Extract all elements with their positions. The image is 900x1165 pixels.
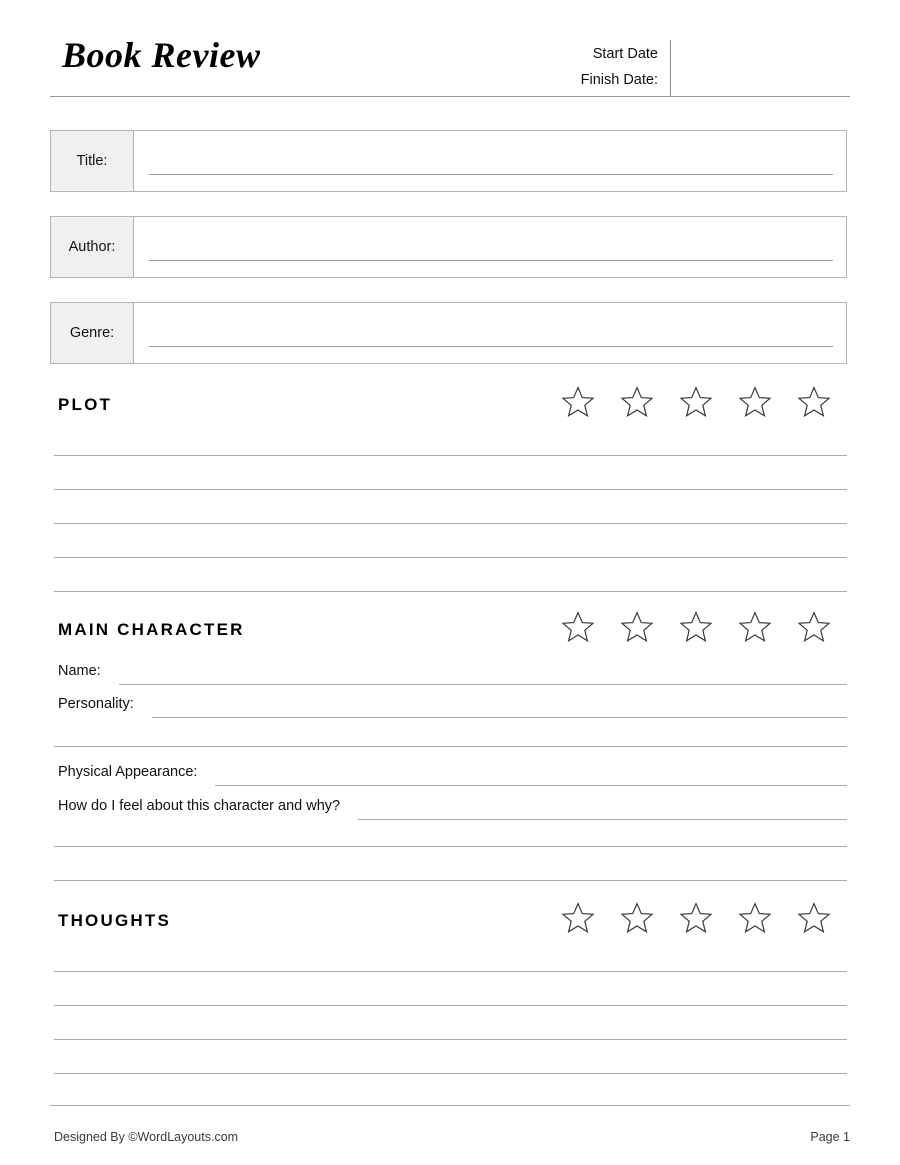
main-character-line-2: [54, 846, 847, 847]
page-title: Book Review: [62, 35, 261, 75]
field-feeling-about-character-input[interactable]: [358, 796, 847, 818]
star-icon[interactable]: [621, 611, 653, 642]
field-feeling-about-character-label: How do I feel about this character and why?: [58, 798, 341, 814]
plot-line-5: [54, 591, 847, 592]
field-physical-appearance-input[interactable]: [215, 762, 847, 784]
finish-date-input[interactable]: [675, 70, 850, 94]
thoughts-line-3: [54, 1039, 847, 1040]
field-label-author: [51, 217, 134, 277]
field-personality-writeline: [152, 717, 847, 718]
star-icon[interactable]: [739, 902, 771, 933]
star-icon[interactable]: [562, 386, 594, 417]
star-icon[interactable]: [562, 902, 594, 933]
field-label-genre-text: Genre:: [69, 325, 115, 341]
title-input[interactable]: [135, 131, 846, 191]
thoughts-line-4: [54, 1073, 847, 1074]
author-input[interactable]: [135, 217, 846, 277]
field-personality: [58, 696, 847, 716]
field-feeling-about-character: [58, 798, 847, 818]
main-character-line-1: [54, 746, 847, 747]
field-label-genre: [51, 303, 134, 363]
field-label-title: [51, 131, 134, 191]
section-heading-main-character: MAIN CHARACTER: [58, 620, 245, 639]
star-icon[interactable]: [621, 902, 653, 933]
star-icon[interactable]: [798, 902, 830, 933]
page-header: [50, 28, 850, 98]
plot-line-2: [54, 489, 847, 490]
field-label-author-text: Author:: [68, 239, 116, 255]
genre-input[interactable]: [135, 303, 846, 363]
star-icon[interactable]: [680, 611, 712, 642]
plot-line-4: [54, 557, 847, 558]
star-icon[interactable]: [798, 386, 830, 417]
plot-line-1: [54, 455, 847, 456]
star-icon[interactable]: [621, 386, 653, 417]
thoughts-line-1: [54, 971, 847, 972]
field-box-author: [50, 216, 847, 278]
field-physical-appearance-label: Physical Appearance:: [58, 764, 198, 780]
field-name-label: Name:: [58, 663, 101, 679]
footer-divider: [50, 1105, 850, 1106]
field-feeling-about-character-writeline: [358, 819, 847, 820]
star-icon[interactable]: [739, 386, 771, 417]
start-date-label: Start Date: [592, 46, 658, 62]
section-heading-plot: PLOT: [58, 395, 113, 414]
header-divider: [50, 96, 850, 97]
thoughts-line-2: [54, 1005, 847, 1006]
start-date-input[interactable]: [675, 42, 850, 66]
field-personality-input[interactable]: [152, 694, 847, 716]
star-icon[interactable]: [562, 611, 594, 642]
date-divider: [670, 40, 671, 97]
star-icon[interactable]: [798, 611, 830, 642]
rating-stars-main-character[interactable]: [562, 611, 830, 642]
star-icon[interactable]: [680, 902, 712, 933]
footer-credit: Designed By ©WordLayouts.com: [54, 1130, 239, 1144]
field-name: [58, 663, 847, 683]
field-name-input[interactable]: [119, 661, 847, 683]
field-box-title: [50, 130, 847, 192]
plot-line-3: [54, 523, 847, 524]
field-personality-label: Personality:: [58, 696, 134, 712]
field-physical-appearance: [58, 764, 847, 784]
finish-date-label: Finish Date:: [580, 72, 658, 88]
footer-page-number: Page 1: [810, 1130, 850, 1144]
main-character-line-3: [54, 880, 847, 881]
field-box-genre: [50, 302, 847, 364]
rating-stars-thoughts[interactable]: [562, 902, 830, 933]
field-physical-appearance-writeline: [215, 785, 847, 786]
field-name-writeline: [119, 684, 847, 685]
date-block: [410, 41, 670, 93]
star-icon[interactable]: [739, 611, 771, 642]
field-label-title-text: Title:: [76, 153, 108, 169]
rating-stars-plot[interactable]: [562, 386, 830, 417]
star-icon[interactable]: [680, 386, 712, 417]
section-heading-thoughts: THOUGHTS: [58, 911, 171, 930]
